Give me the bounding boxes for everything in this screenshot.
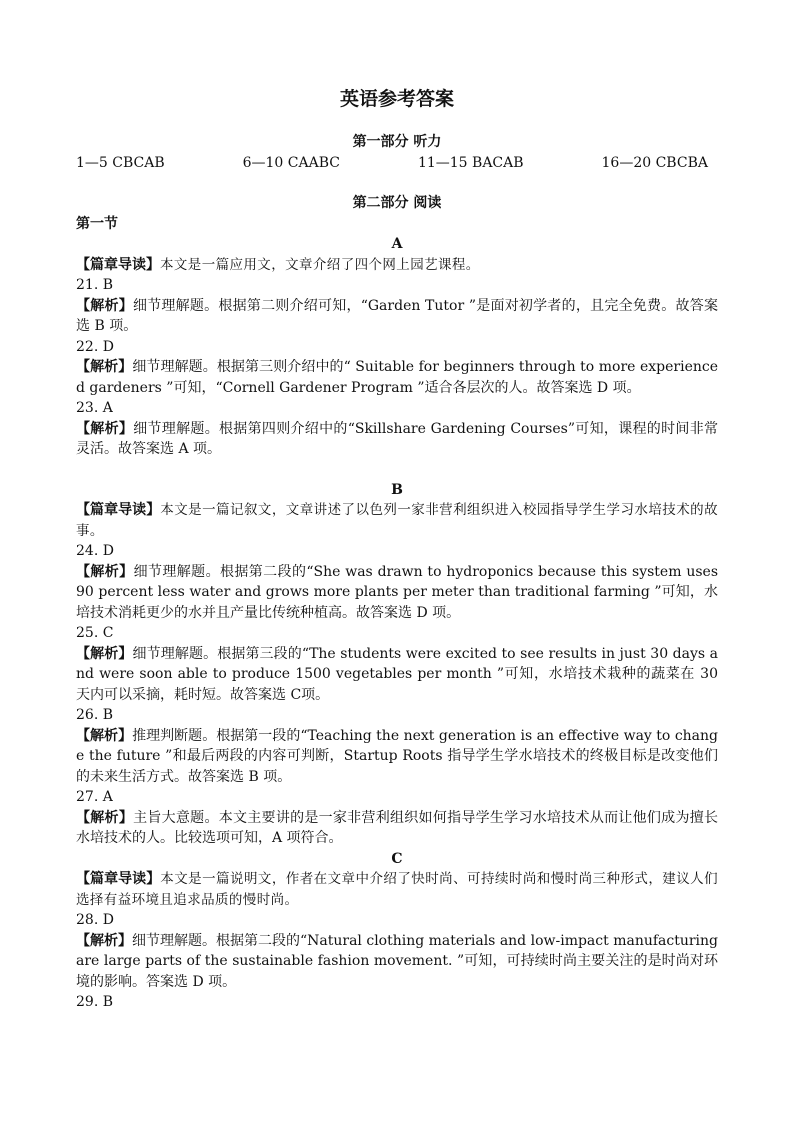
question-answer: 29. B: [76, 994, 114, 1010]
intro-tag: 【篇章导读】: [76, 502, 161, 518]
question-answer: 27. A: [76, 789, 113, 805]
explanation-tag: 【解析】: [76, 932, 132, 949]
question-answer: 22. D: [76, 338, 114, 355]
explanation: [76, 296, 718, 337]
explanation-text: 细节理解题。根据第四则介绍中的“Skillshare Gardening Courses”可知，课程的时间非常灵活。故答案选 A 项。: [76, 420, 718, 457]
explanation-tag: 【解析】: [76, 727, 133, 744]
passage-b: [76, 480, 718, 849]
part2-heading: 第二部分 阅读: [352, 195, 442, 211]
question-answer: 24. D: [76, 543, 114, 559]
listening-group-2: 6—10 CAABC: [242, 154, 340, 171]
document-title: 英语参考答案: [339, 88, 454, 110]
explanation: [76, 726, 718, 788]
listening-group-1: 1—5 CBCAB: [76, 154, 165, 171]
explanation-text: 细节理解题。根据第二段的“Natural clothing materials and low-impact manufacturing are large parts of the sustainable fashion movement. ”可知，可持续时尚主要关注的是时尚对环境的影响。答案选 D 项。: [76, 932, 719, 990]
explanation-text: 细节理解题。根据第二则介绍可知，“Garden Tutor ”是面对初学者的，且完全免费。故答案选 B 项。: [76, 297, 718, 334]
intro-tag: 【篇章导读】: [76, 871, 161, 887]
explanation: [76, 419, 718, 460]
listening-answers: [76, 153, 708, 174]
question-answer: 23. A: [76, 400, 113, 416]
passage-intro: [76, 869, 718, 910]
listening-group-3: 11—15 BACAB: [417, 154, 524, 171]
question-answer: 26. B: [76, 707, 114, 723]
section-heading: 第一节: [76, 215, 118, 232]
passage-letter: C: [391, 850, 403, 867]
listening-group-4: 16—20 CBCBA: [601, 154, 708, 171]
passage-a: [76, 234, 718, 460]
passage-intro: [76, 500, 718, 541]
question-answer: 25. C: [76, 625, 114, 641]
explanation-text: 细节理解题。根据第二段的“She was drawn to hydroponics because this system uses 90 percent less water and grows more plants per meter than traditional farming ”可知，水培技术消耗更少的水并且产量比传统种植高。故答案选 D 项。: [76, 563, 718, 621]
explanation-tag: 【解析】: [76, 645, 133, 662]
question-answer: 21. B: [76, 277, 114, 293]
passage-letter: B: [391, 481, 403, 498]
passage-letter: A: [391, 236, 403, 252]
explanation: [76, 357, 718, 398]
explanation-tag: 【解析】: [76, 297, 133, 314]
passage-c: [76, 849, 718, 1013]
explanation-tag: 【解析】: [76, 420, 134, 437]
intro-text: 本文是一篇应用文，文章介绍了四个网上园艺课程。: [160, 256, 480, 273]
explanation-tag: 【解析】: [76, 809, 134, 826]
explanation-tag: 【解析】: [76, 563, 134, 580]
explanation: [76, 562, 718, 624]
question-answer: 28. D: [76, 912, 114, 928]
passage-intro: [76, 255, 718, 276]
spacer: [76, 460, 718, 480]
explanation: [76, 931, 718, 993]
intro-text: 本文是一篇说明文，作者在文章中介绍了快时尚、可持续时尚和慢时尚三种形式，建议人们选择有益环境且追求品质的慢时尚。: [76, 871, 719, 908]
intro-tag: 【篇章导读】: [76, 256, 160, 273]
explanation-text: 细节理解题。根据第三段的“The students were excited to see results in just 30 days and were soon able to produce 1500 vegetables per month ”可知，水培技术栽种的蔬菜在 30 天内可以采摘，耗时短。故答案选 C项。: [76, 645, 718, 703]
explanation: [76, 808, 718, 849]
explanation-text: 推理判断题。根据第一段的“Teaching the next generation is an effective way to change the future ”和最后两段的内容可判断，Startup Roots 指导学生学水培技术的终极目标是改变他们的未来生活方式。故答案选 B 项。: [76, 727, 719, 785]
explanation: [76, 644, 718, 706]
intro-text: 本文是一篇记叙文，文章讲述了以色列一家非营利组织进入校园指导学生学习水培技术的故事。: [76, 502, 719, 539]
explanation-tag: 【解析】: [76, 359, 133, 375]
explanation-text: 细节理解题。根据第三则介绍中的“ Suitable for beginners through to more experienced gardeners ”可知，“Cornell Gardener Program ”适合各层次的人。故答案选 D 项。: [76, 359, 719, 396]
part1-heading: 第一部分 听力: [352, 134, 442, 150]
explanation-text: 主旨大意题。本文主要讲的是一家非营利组织如何指导学生学习水培技术从而让他们成为擅长水培技术的人。比较选项可知，A 项符合。: [76, 809, 719, 846]
